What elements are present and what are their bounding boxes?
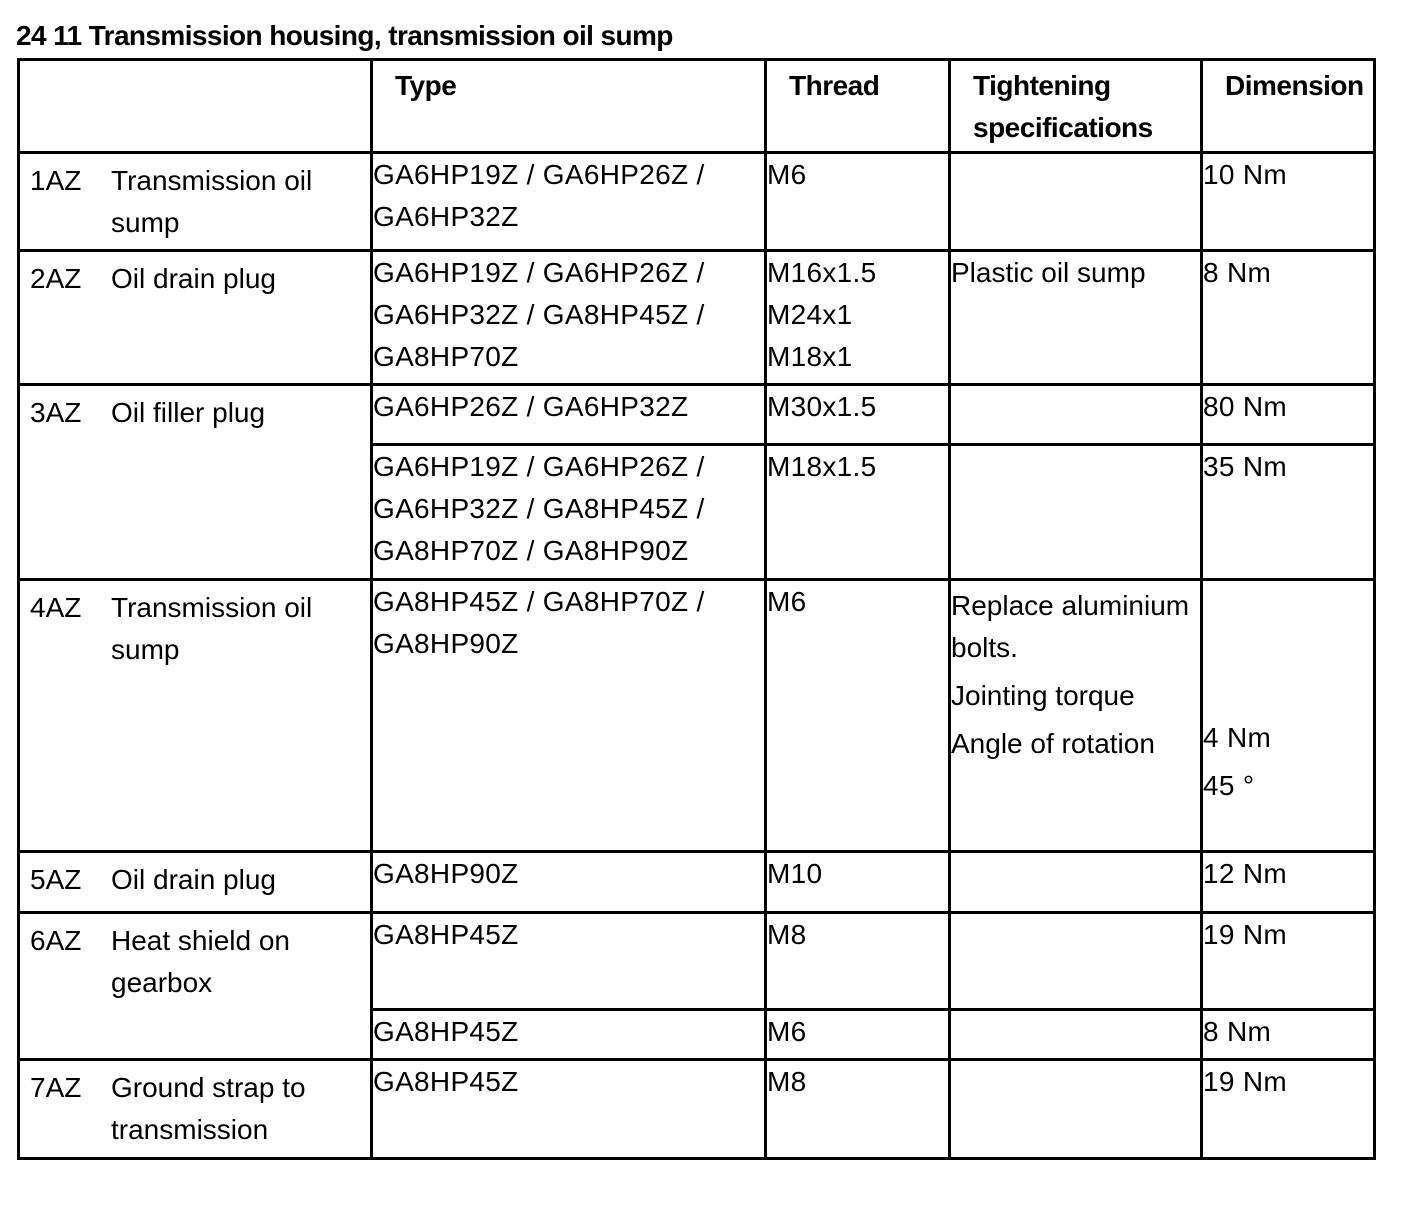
type-cell: GA8HP45Z (372, 1060, 766, 1159)
dimension-value: 45 ° (1203, 770, 1255, 801)
tightening-cell (950, 852, 1202, 913)
tightening-cell (950, 445, 1202, 580)
tightening-cell (950, 580, 1202, 852)
item-name: Oil drain plug (111, 263, 276, 294)
thread-cell: M6 (766, 580, 950, 852)
item-cell (19, 852, 372, 913)
table-row (19, 1060, 1375, 1159)
item-code: 3AZ (30, 397, 82, 428)
thread-cell (766, 251, 950, 385)
tightening-cell (950, 1010, 1202, 1060)
item-code: 6AZ (30, 925, 82, 956)
type-cell: GA8HP90Z (372, 852, 766, 913)
thread-cell: M18x1.5 (766, 445, 950, 580)
table-row (19, 153, 1375, 251)
dimension-cell: 10 Nm (1202, 153, 1375, 251)
tightening-note: Replace aluminium bolts. (951, 590, 1190, 663)
thread-cell: M6 (766, 153, 950, 251)
thread-value: M24x1 (767, 299, 853, 330)
header-tightening (950, 60, 1202, 153)
torque-spec-table (17, 58, 1376, 1160)
item-code: 5AZ (30, 864, 82, 895)
table-row (19, 385, 1375, 445)
table-row (19, 580, 1375, 852)
page-title: 24 11 Transmission housing, transmission oil sump (16, 20, 673, 51)
item-code: 2AZ (30, 263, 82, 294)
tightening-cell (950, 1060, 1202, 1159)
dimension-cell: 19 Nm (1202, 913, 1375, 1010)
dimension-cell: 19 Nm (1202, 1060, 1375, 1159)
item-cell (19, 251, 372, 385)
thread-cell: M30x1.5 (766, 385, 950, 445)
thread-cell: M8 (766, 1060, 950, 1159)
table-row (19, 251, 1375, 385)
item-cell (19, 153, 372, 251)
table-header-row (19, 60, 1375, 153)
tightening-cell: Plastic oil sump (950, 251, 1202, 385)
thread-value: M18x1 (767, 341, 853, 372)
type-cell: GA6HP19Z / GA6HP26Z / GA6HP32Z / GA8HP45Z / GA8HP70Z / GA8HP90Z (372, 445, 766, 580)
item-name: Ground strap to transmission (111, 1072, 306, 1145)
header-tightening-line2: specifications (973, 112, 1153, 143)
item-name: Heat shield on gearbox (111, 925, 291, 998)
dimension-cell: 8 Nm (1202, 1010, 1375, 1060)
dimension-cell (1202, 580, 1375, 852)
type-cell: GA8HP45Z / GA8HP70Z / GA8HP90Z (372, 580, 766, 852)
item-cell (19, 1060, 372, 1159)
type-cell: GA6HP26Z / GA6HP32Z (372, 385, 766, 445)
dimension-cell: 8 Nm (1202, 251, 1375, 385)
header-tightening-line1: Tightening (973, 70, 1111, 101)
item-code: 1AZ (30, 165, 82, 196)
type-cell: GA6HP19Z / GA6HP26Z / GA6HP32Z / GA8HP45Z / GA8HP70Z (372, 251, 766, 385)
tightening-cell (950, 153, 1202, 251)
tightening-cell (950, 385, 1202, 445)
tightening-cell (950, 913, 1202, 1010)
item-name: Oil drain plug (111, 864, 276, 895)
item-code: 4AZ (30, 592, 82, 623)
dimension-cell: 80 Nm (1202, 385, 1375, 445)
item-name: Transmission oil sump (111, 165, 313, 238)
item-cell (19, 913, 372, 1060)
dimension-cell: 12 Nm (1202, 852, 1375, 913)
item-cell (19, 385, 372, 580)
thread-value: M16x1.5 (767, 257, 877, 288)
header-blank (19, 60, 372, 153)
item-code: 7AZ (30, 1072, 82, 1103)
thread-cell: M6 (766, 1010, 950, 1060)
type-cell: GA8HP45Z (372, 913, 766, 1010)
tightening-note: Jointing torque (951, 680, 1135, 711)
table-row (19, 852, 1375, 913)
type-cell: GA6HP19Z / GA6HP26Z / GA6HP32Z (372, 153, 766, 251)
thread-cell: M10 (766, 852, 950, 913)
dimension-value: 4 Nm (1203, 722, 1272, 753)
table-row (19, 913, 1375, 1010)
thread-cell: M8 (766, 913, 950, 1010)
item-cell (19, 580, 372, 852)
header-thread: Thread (766, 60, 950, 153)
tightening-note: Angle of rotation (951, 728, 1155, 759)
header-type: Type (372, 60, 766, 153)
dimension-cell: 35 Nm (1202, 445, 1375, 580)
type-cell: GA8HP45Z (372, 1010, 766, 1060)
item-name: Oil filler plug (111, 397, 266, 428)
header-dimension: Dimension (1202, 60, 1375, 153)
item-name: Transmission oil sump (111, 592, 313, 665)
